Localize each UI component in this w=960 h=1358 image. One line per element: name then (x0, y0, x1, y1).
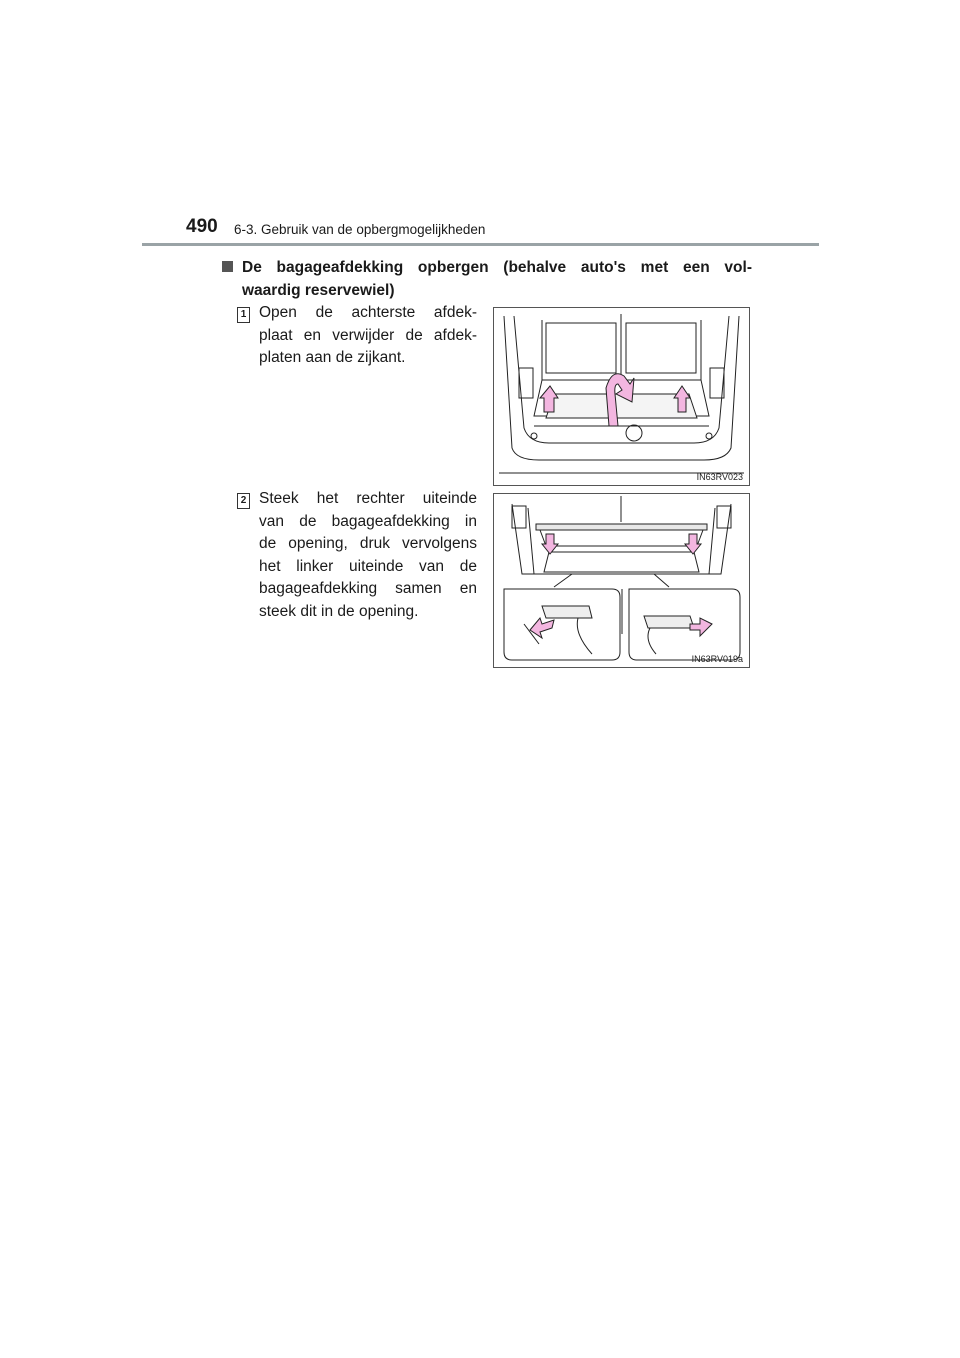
section-title: 6-3. Gebruik van de opbergmogelijkheden (234, 222, 486, 237)
step-2-badge: 2 (237, 493, 250, 509)
step-2-line: bagageafdekking samen en (259, 580, 477, 597)
step-1-badge: 1 (237, 307, 250, 323)
step-2-line: de opening, druk vervolgens (259, 535, 477, 552)
step-2-line: Steek het rechter uiteinde (259, 490, 477, 507)
step-2-line: steek dit in de opening. (259, 602, 419, 620)
figure-2-code: IN63RV019a (691, 654, 743, 664)
step-2-text (259, 488, 477, 623)
figure-1-code: IN63RV023 (696, 472, 743, 482)
page-number: 490 (186, 216, 218, 237)
step-1-line: plaat en verwijder de afdek- (259, 326, 477, 344)
step-1-line: platen aan de zijkant. (259, 349, 406, 366)
header-divider (142, 243, 819, 246)
step-2-line: van de bagageafdekking in (259, 512, 477, 530)
square-bullet-icon (222, 261, 233, 272)
figure-2-cargo-cover (493, 493, 750, 668)
figure-2-illustration (494, 494, 749, 667)
step-1-text (259, 302, 477, 370)
heading-line-2: waardig reservewiel) (242, 282, 395, 299)
heading-line-1: De bagageafdekking opbergen (behalve auto's met een vol- (242, 259, 752, 276)
step-1-line: Open de achterste afdek- (259, 304, 477, 321)
figure-1-cargo-area (493, 307, 750, 486)
step-2-line: het linker uiteinde van de (259, 557, 477, 575)
figure-1-illustration (494, 308, 749, 485)
